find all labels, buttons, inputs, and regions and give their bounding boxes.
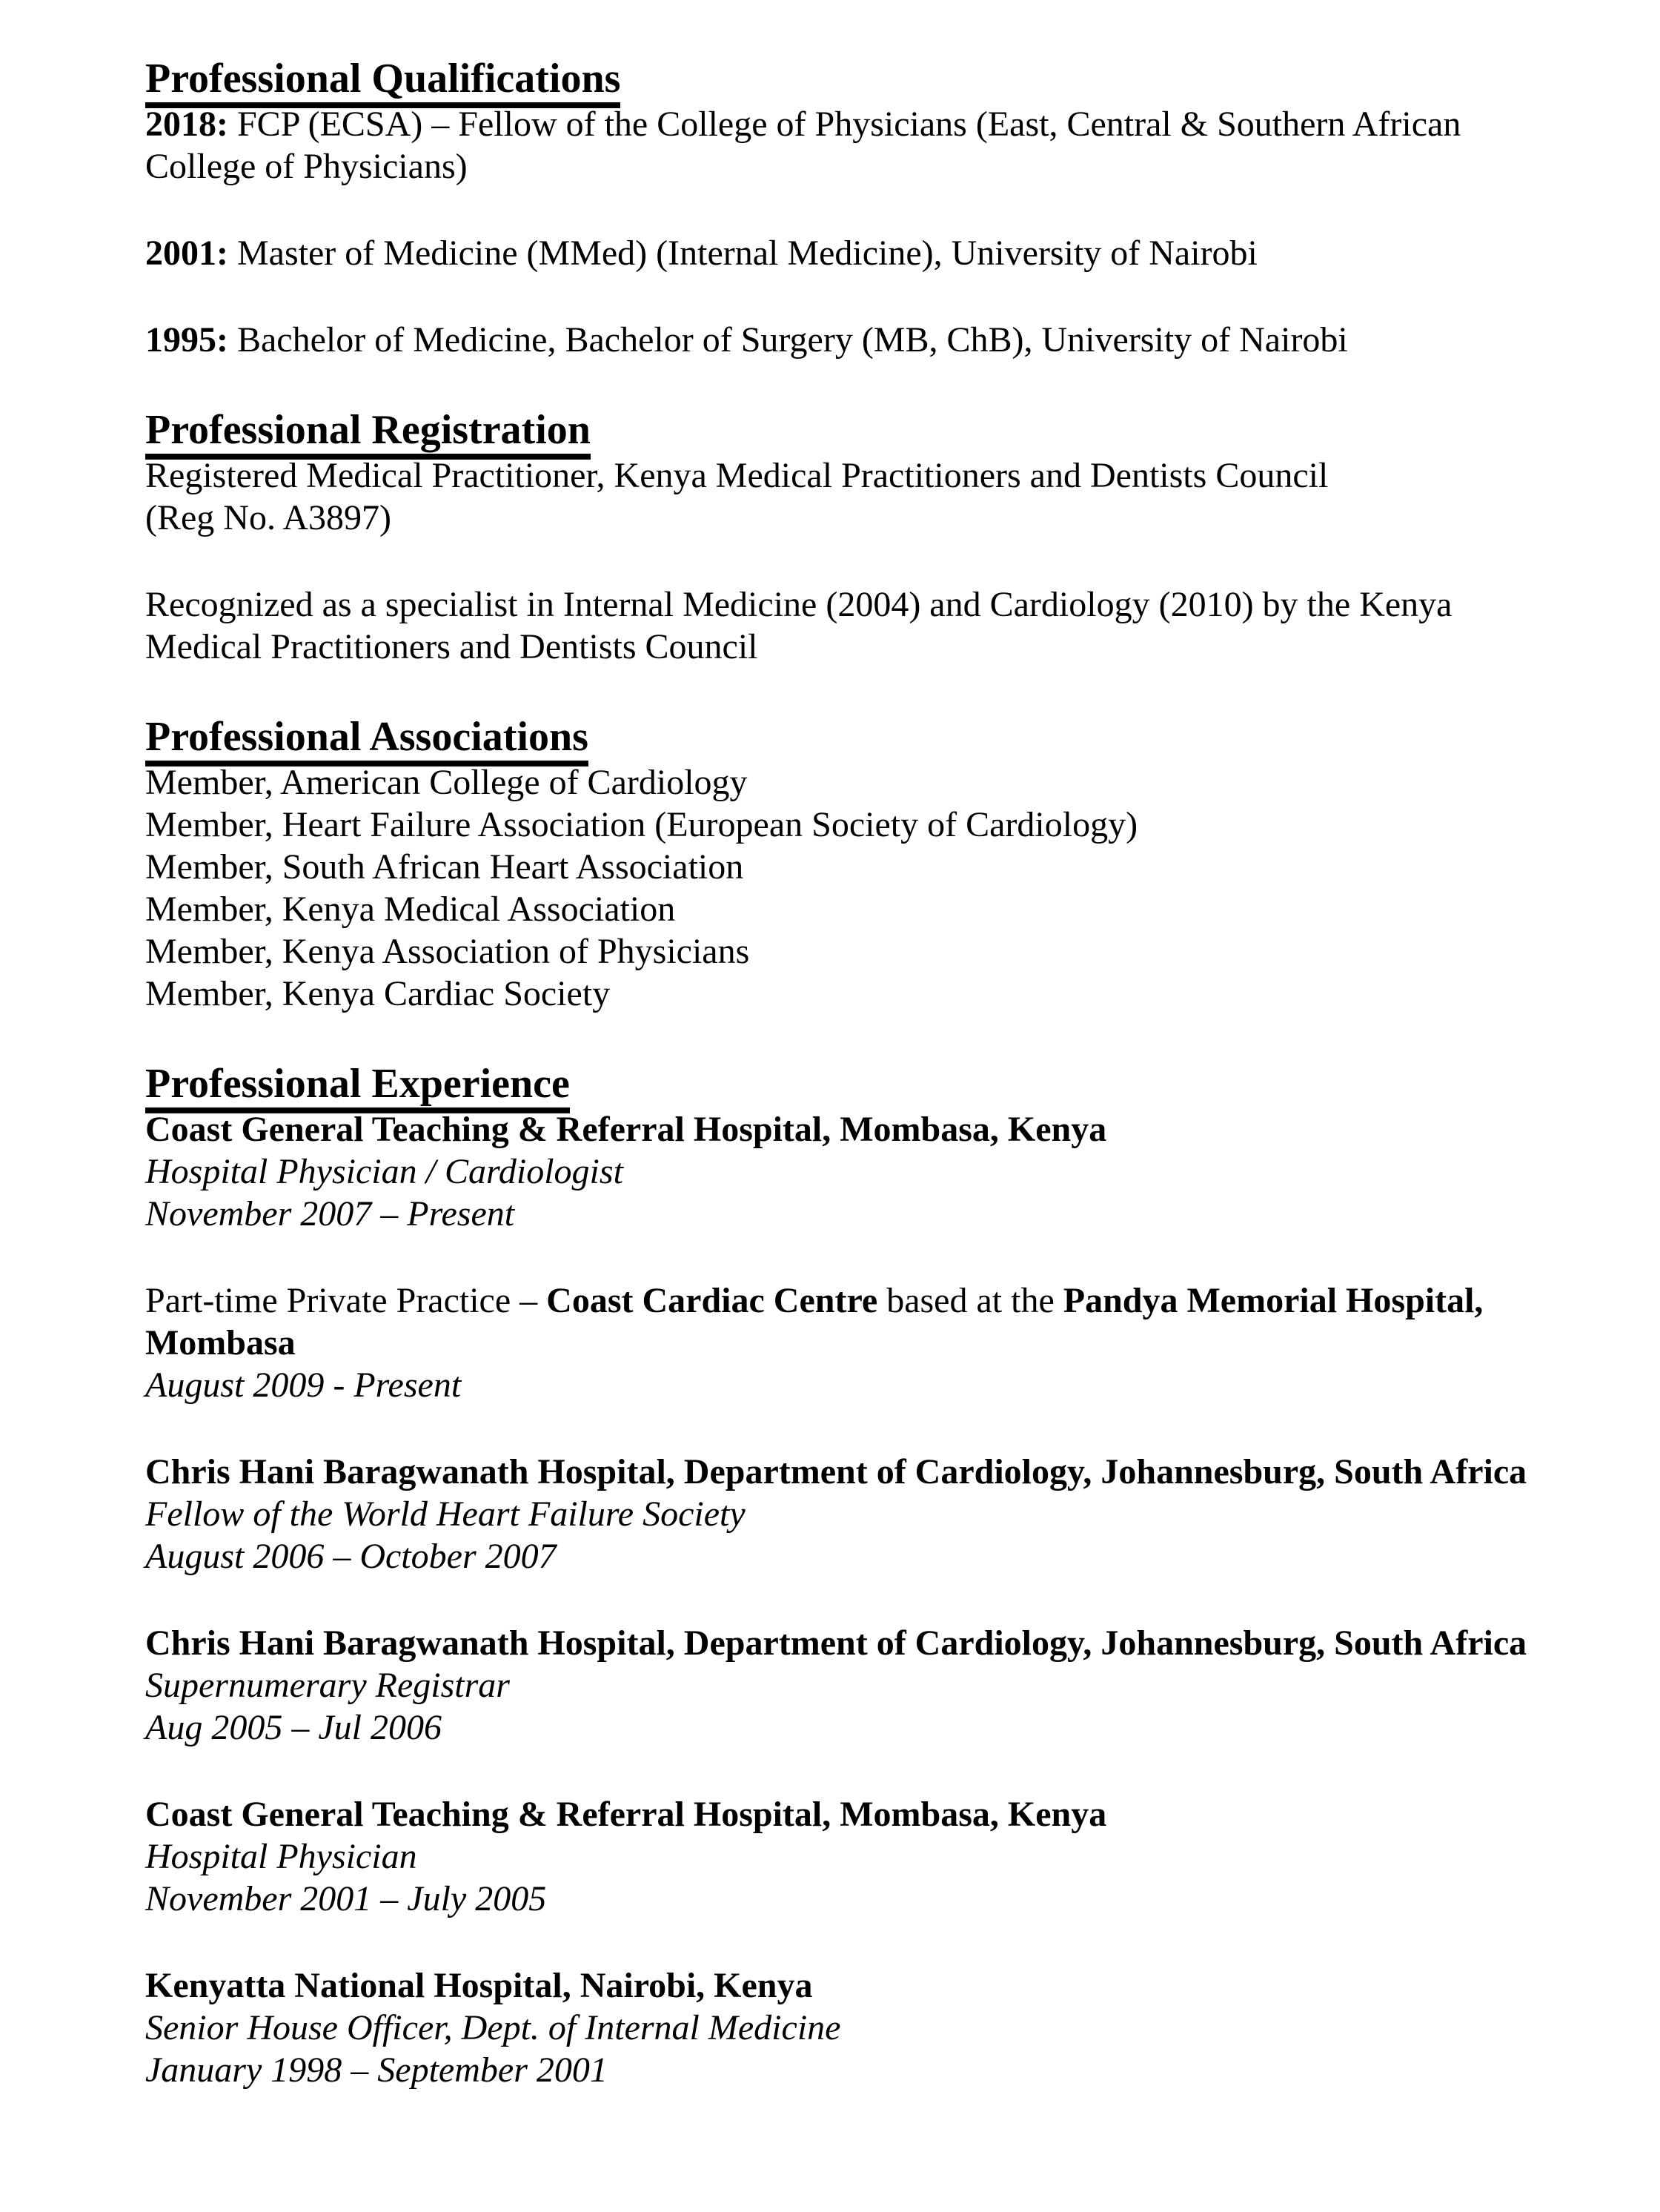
experience-heading	[145, 1059, 1537, 1108]
associations-heading	[145, 712, 1537, 761]
qualification-text: FCP (ECSA) – Fellow of the College of Physicians (East, Central & Southern African College of Physicians)	[145, 105, 1461, 186]
association-member: Member, American College of Cardiology	[145, 763, 748, 802]
experience-dates: November 2001 – July 2005	[145, 1879, 547, 1918]
experience-role: Supernumerary Registrar	[145, 1666, 510, 1705]
experience-dates: August 2006 – October 2007	[145, 1537, 557, 1576]
qualification-text: Bachelor of Medicine, Bachelor of Surgery (MB, ChB), University of Nairobi	[236, 320, 1348, 360]
experience-role: Senior House Officer, Dept. of Internal Medicine	[145, 2008, 841, 2047]
qualification-item-2001	[145, 232, 1537, 274]
association-member: Member, Kenya Cardiac Society	[145, 974, 611, 1013]
private-practice-prefix: Part-time Private Practice –	[145, 1281, 547, 1320]
private-practice-location: Pandya Memorial Hospital, Mombasa	[145, 1281, 1484, 1362]
registration-heading-text: Professional Registration	[145, 407, 591, 460]
section-experience	[145, 1059, 1537, 2091]
experience-entry	[145, 1108, 1537, 1235]
association-member: Member, South African Heart Association	[145, 847, 744, 887]
experience-employer: Coast General Teaching & Referral Hospital, Mombasa, Kenya	[145, 1110, 1107, 1149]
experience-entry	[145, 1622, 1537, 1749]
experience-dates: November 2007 – Present	[145, 1194, 515, 1234]
association-member: Member, Kenya Association of Physicians	[145, 932, 750, 971]
experience-dates: Aug 2005 – Jul 2006	[145, 1708, 442, 1747]
registration-number-line: (Reg No. A3897)	[145, 498, 391, 537]
qualification-item-2018	[145, 103, 1537, 188]
experience-role: Hospital Physician / Cardiologist	[145, 1152, 623, 1191]
experience-entry-private-practice	[145, 1279, 1537, 1406]
experience-role: Hospital Physician	[145, 1837, 417, 1876]
qualification-year: 2001:	[145, 234, 228, 273]
experience-employer: Coast General Teaching & Referral Hospital, Mombasa, Kenya	[145, 1795, 1107, 1834]
qualification-year: 2018:	[145, 105, 228, 144]
experience-dates: January 1998 – September 2001	[145, 2050, 608, 2090]
qualification-item-1995	[145, 319, 1537, 361]
qualification-text: Master of Medicine (MMed) (Internal Medicine), University of Nairobi	[236, 234, 1258, 273]
qualifications-heading-text: Professional Qualifications	[145, 56, 620, 108]
experience-employer: Chris Hani Baragwanath Hospital, Department of Cardiology, Johannesburg, South Africa	[145, 1452, 1527, 1491]
registration-heading	[145, 405, 1537, 454]
private-practice-line	[145, 1279, 1537, 1364]
associations-heading-text: Professional Associations	[145, 714, 588, 766]
experience-role: Fellow of the World Heart Failure Society	[145, 1494, 746, 1534]
registration-practitioner-line: Registered Medical Practitioner, Kenya Medical Practitioners and Dentists Council	[145, 456, 1329, 495]
association-member: Member, Heart Failure Association (European Society of Cardiology)	[145, 805, 1138, 844]
experience-entry	[145, 1451, 1537, 1577]
experience-dates: August 2009 - Present	[145, 1365, 462, 1405]
section-qualifications	[145, 54, 1537, 405]
experience-entry	[145, 1964, 1537, 2091]
qualification-year: 1995:	[145, 320, 228, 360]
private-practice-name: Coast Cardiac Centre	[546, 1281, 878, 1320]
qualifications-heading	[145, 54, 1537, 103]
experience-entry	[145, 1793, 1537, 1920]
registration-recognition: Recognized as a specialist in Internal Medicine (2004) and Cardiology (2010) by the Kenya Medical Practitioners and Dentists Council	[145, 585, 1452, 666]
private-practice-middle: based at the	[877, 1281, 1063, 1320]
section-registration	[145, 405, 1537, 712]
experience-employer: Chris Hani Baragwanath Hospital, Department of Cardiology, Johannesburg, South Africa	[145, 1623, 1527, 1663]
experience-heading-text: Professional Experience	[145, 1061, 570, 1113]
section-associations	[145, 712, 1537, 1059]
association-member: Member, Kenya Medical Association	[145, 890, 676, 929]
experience-employer: Kenyatta National Hospital, Nairobi, Kenya	[145, 1966, 813, 2005]
